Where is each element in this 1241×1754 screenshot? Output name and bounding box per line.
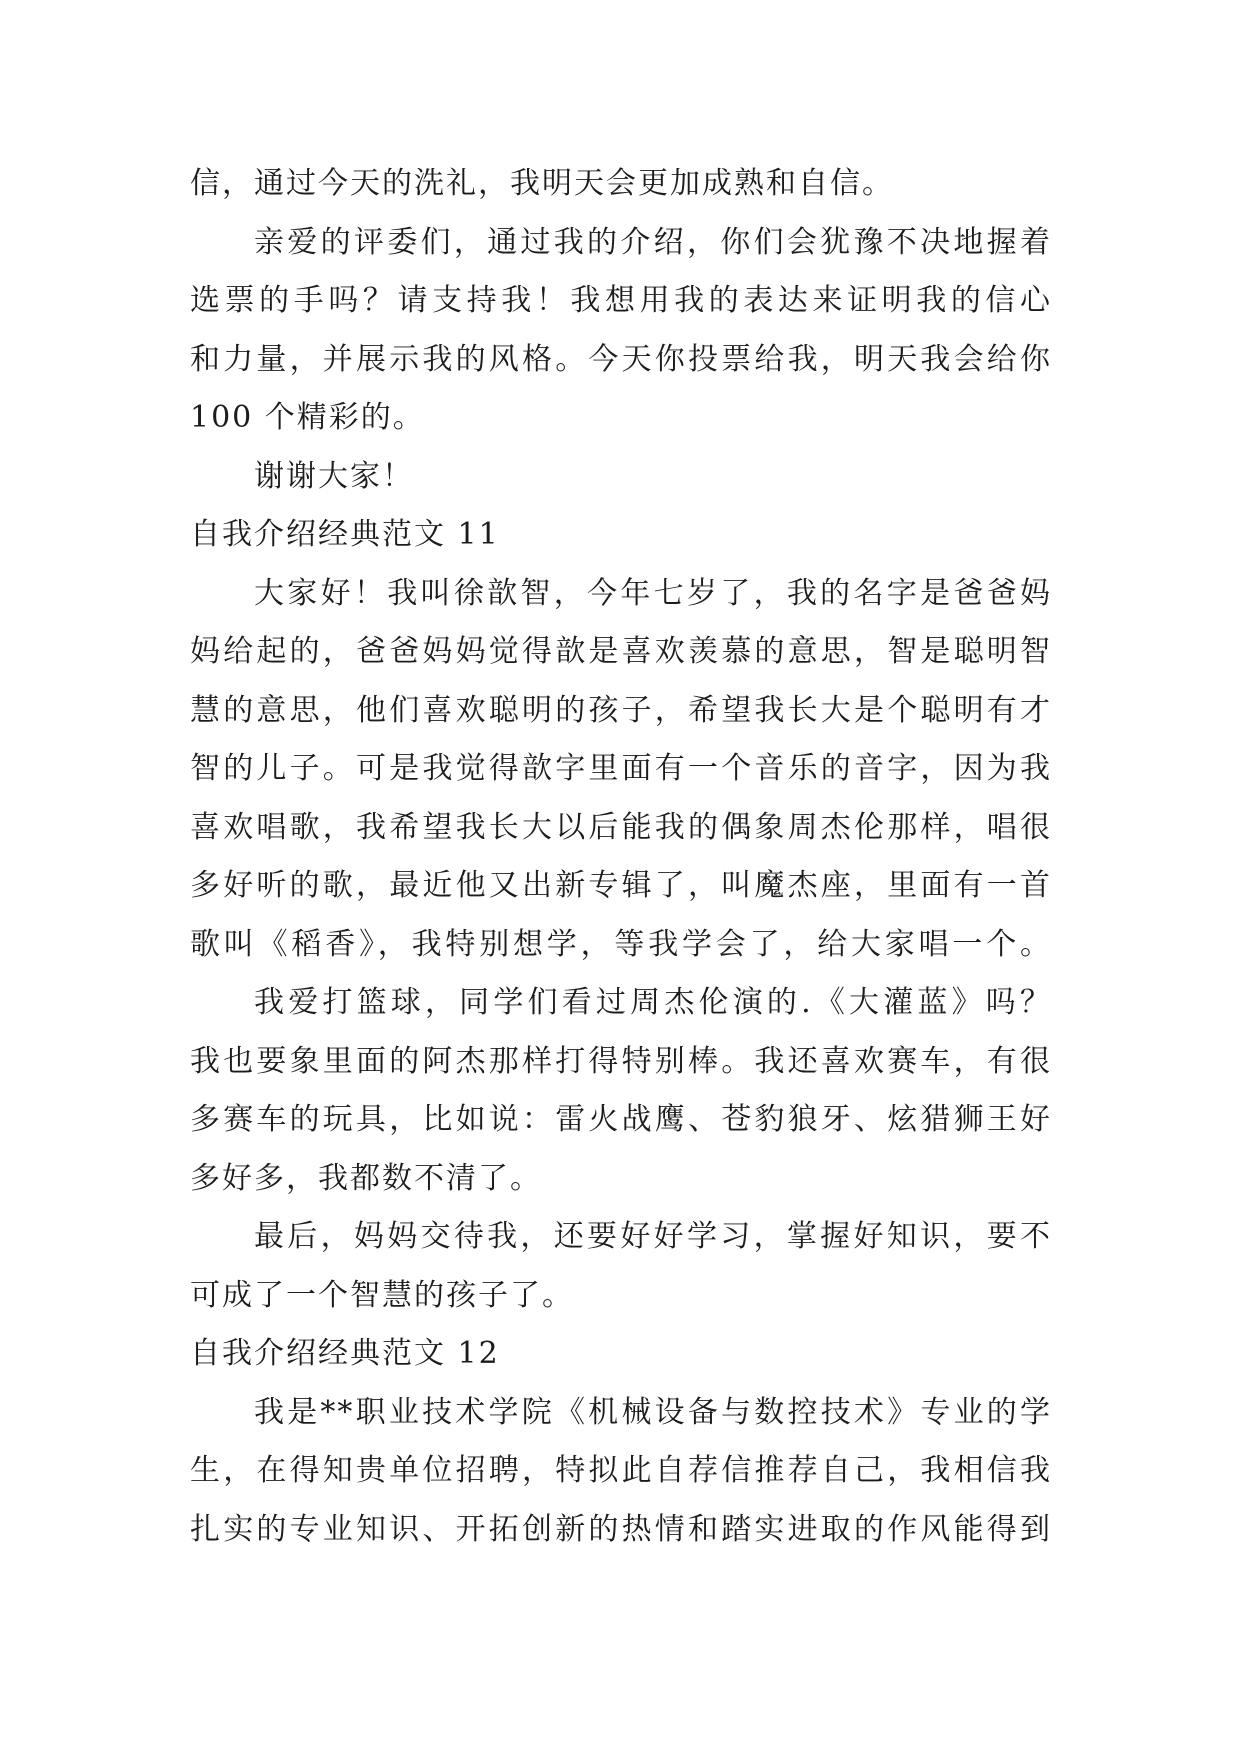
paragraph	[190, 1208, 1052, 1325]
paragraph	[190, 214, 1052, 448]
paragraph-line: 妈给起的，爸爸妈妈觉得歆是喜欢羡慕的意思，智是聪明智	[190, 634, 1052, 669]
paragraph-line: 100 个精彩的。	[190, 400, 425, 435]
paragraph-line: 信，通过今天的洗礼，我明天会更加成熟和自信。	[190, 166, 894, 201]
paragraph-line: 多好多，我都数不清了。	[190, 1160, 542, 1196]
paragraph	[190, 565, 1052, 975]
section-heading: 自我介绍经典范文 12	[190, 1336, 500, 1371]
paragraph-line: 慧的意思，他们喜欢聪明的孩子，希望我长大是个聪明有才	[190, 692, 1052, 728]
paragraph-line: 智的儿子。可是我觉得歆字里面有一个音乐的音字，因为我	[190, 751, 1052, 786]
paragraph-line: 谢谢大家！	[254, 458, 414, 494]
section-heading: 自我介绍经典范文 11	[190, 517, 500, 552]
paragraph	[190, 155, 1052, 214]
paragraph-line: 扎实的专业知识、开拓创新的热情和踏实进取的作风能得到	[190, 1511, 1052, 1547]
paragraph-line: 大家好！我叫徐歆智，今年七岁了，我的名字是爸爸妈	[254, 575, 1052, 611]
paragraph-line: 多好听的歌，最近他又出新专辑了，叫魔杰座，里面有一首	[190, 868, 1052, 903]
paragraph-line: 最后，妈妈交待我，还要好好学习，掌握好知识，要不	[254, 1219, 1052, 1254]
paragraph	[190, 974, 1052, 1208]
paragraph-line: 多赛车的玩具，比如说：雷火战鹰、苍豹狼牙、炫猎狮王好	[190, 1102, 1052, 1137]
paragraph-line: 可成了一个智慧的孩子了。	[190, 1277, 574, 1313]
paragraph-line: 我也要象里面的阿杰那样打得特别棒。我还喜欢赛车，有很	[190, 1043, 1052, 1079]
paragraph-line: 和力量，并展示我的风格。今天你投票给我，明天我会给你	[190, 341, 1052, 377]
paragraph-line: 我爱打篮球，同学们看过周杰伦演的.《大灌蓝》吗？	[254, 985, 1052, 1020]
paragraph-line: 选票的手吗？请支持我！我想用我的表达来证明我的信心	[190, 283, 1052, 318]
paragraph-line: 歌叫《稻香》，我特别想学，等我学会了，给大家唱一个。	[190, 926, 1052, 962]
paragraph-line: 喜欢唱歌，我希望我长大以后能我的偶象周杰伦那样，唱很	[190, 809, 1052, 845]
paragraph-line: 亲爱的评委们，通过我的介绍，你们会犹豫不决地握着	[254, 224, 1052, 260]
paragraph	[190, 448, 1052, 507]
paragraph-line: 我是**职业技术学院《机械设备与数控技术》专业的学	[254, 1394, 1052, 1430]
paragraph	[190, 1384, 1052, 1560]
paragraph-line: 生，在得知贵单位招聘，特拟此自荐信推荐自己，我相信我	[190, 1453, 1052, 1488]
